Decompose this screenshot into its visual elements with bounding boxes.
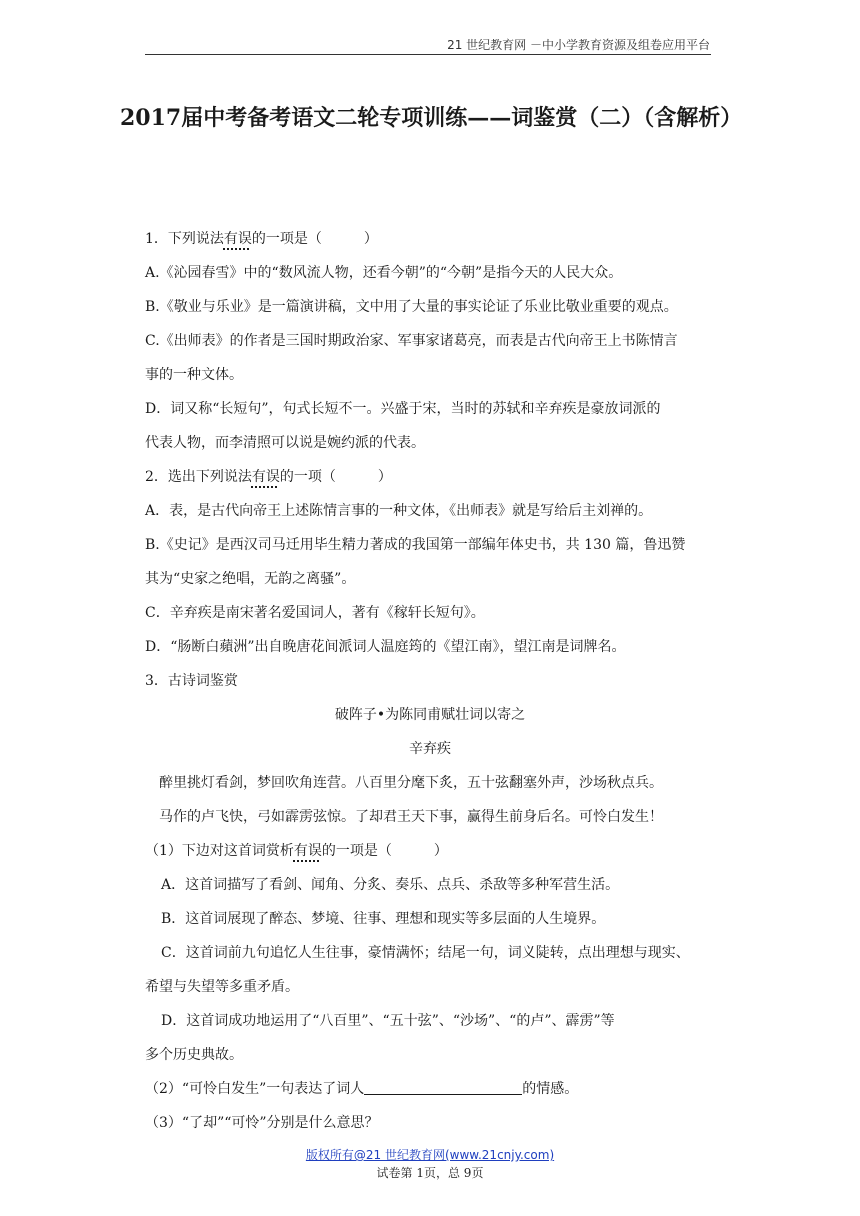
q3-sub2	[145, 1072, 715, 1106]
q2-stem-emphasis: 有误	[251, 469, 280, 485]
q2-stem-post: 的一项（ ）	[279, 469, 392, 485]
poem-line-1: 醉里挑灯看剑，梦回吹角连营。八百里分麾下炙，五十弦翻塞外声，沙场秋点兵。	[159, 775, 663, 791]
question-content	[145, 222, 715, 1140]
page-title: 2017届中考备考语文二轮专项训练——词鉴赏（二）（含解析）	[120, 105, 743, 131]
q3-sub1-option-c-line1: C．这首词前九句追忆人生往事，豪情满怀；结尾一句，词义陡转，点出理想与现实、	[161, 945, 690, 961]
q2-stem-pre: 2．选出下列说法	[145, 469, 252, 485]
q1-stem-pre: 1．下列说法	[145, 231, 224, 247]
copyright-link[interactable]: 版权所有@21 世纪教育网(www.21cnjy.com)	[305, 1148, 555, 1162]
q3-sub1-option-d-line1: D．这首词成功地运用了“八百里”、“五十弦”、“沙场”、“的卢”、霹雳”等	[161, 1013, 615, 1029]
q2-stem	[145, 460, 715, 494]
q1-option-c-line1: C.《出师表》的作者是三国时期政治家、军事家诸葛亮，而表是古代向帝王上书陈情言	[145, 333, 678, 349]
q1-stem-emphasis: 有误	[223, 231, 252, 247]
q2-option-d: D．“肠断白蘋洲”出自晚唐花间派词人温庭筠的《望江南》，望江南是词牌名。	[145, 639, 626, 655]
q1-stem-post: 的一项是（ ）	[251, 231, 378, 247]
poem-title: 破阵子•为陈同甫赋壮词以寄之	[334, 707, 526, 723]
q1-option-d-line2: 代表人物，而李清照可以说是婉约派的代表。	[145, 435, 425, 451]
answer-blank[interactable]	[364, 1078, 522, 1095]
q3-sub1-option-a: A．这首词描写了看剑、闻角、分炙、奏乐、点兵、杀敌等多种军营生活。	[161, 877, 620, 893]
q3-sub1-option-b: B．这首词展现了醉态、梦境、往事、理想和现实等多层面的人生境界。	[161, 911, 606, 927]
q1-stem	[145, 222, 715, 256]
q1-option-d-line1: D．词又称“长短句”，句式长短不一。兴盛于宋，当时的苏轼和辛弃疾是豪放词派的	[145, 401, 661, 417]
q3-sub1-pre: （1）下边对这首词赏析	[145, 843, 294, 859]
poem-line-2: 马作的卢飞快，弓如霹雳弦惊。了却君王天下事，赢得生前身后名。可怜白发生！	[159, 809, 663, 825]
q2-option-b-line1: B.《史记》是西汉司马迁用毕生精力著成的我国第一部编年体史书，共 130 篇，鲁迅赞	[145, 537, 686, 553]
q3-sub1-post: 的一项是（ ）	[321, 843, 448, 859]
header-divider	[145, 54, 711, 55]
q3-sub3: （3）“了却”“可怜”分别是什么意思？	[145, 1115, 379, 1131]
q3-sub1-emphasis: 有误	[293, 843, 322, 859]
q3-stem: 3．古诗词鉴赏	[145, 673, 238, 689]
poem-author: 辛弃疾	[409, 741, 451, 757]
q3-sub1-stem	[145, 834, 715, 868]
page-number: 试卷第 1页，总 9页	[376, 1166, 484, 1180]
q3-sub1-option-c-line2: 希望与失望等多重矛盾。	[145, 979, 299, 995]
q1-option-a: A.《沁园春雪》中的“数风流人物，还看今朝”的“今朝”是指今天的人民大众。	[145, 265, 623, 281]
q3-sub2-post: 的情感。	[522, 1081, 579, 1097]
header-text: 21 世纪教育网 －中小学教育资源及组卷应用平台	[447, 38, 710, 52]
q3-sub2-pre: （2）“可怜白发生”一句表达了词人	[145, 1081, 365, 1097]
q1-option-b: B.《敬业与乐业》是一篇演讲稿，文中用了大量的事实论证了乐业比敬业重要的观点。	[145, 299, 678, 315]
q2-option-c: C．辛弃疾是南宋著名爱国词人，著有《稼轩长短句》。	[145, 605, 485, 621]
q2-option-a: A．表，是古代向帝王上述陈情言事的一种文体，《出师表》就是写给后主刘禅的。	[145, 503, 653, 519]
q3-sub1-option-d-line2: 多个历史典故。	[145, 1047, 243, 1063]
q2-option-b-line2: 其为“史家之绝唱，无韵之离骚”。	[145, 571, 356, 587]
q1-option-c-line2: 事的一种文体。	[145, 367, 243, 383]
